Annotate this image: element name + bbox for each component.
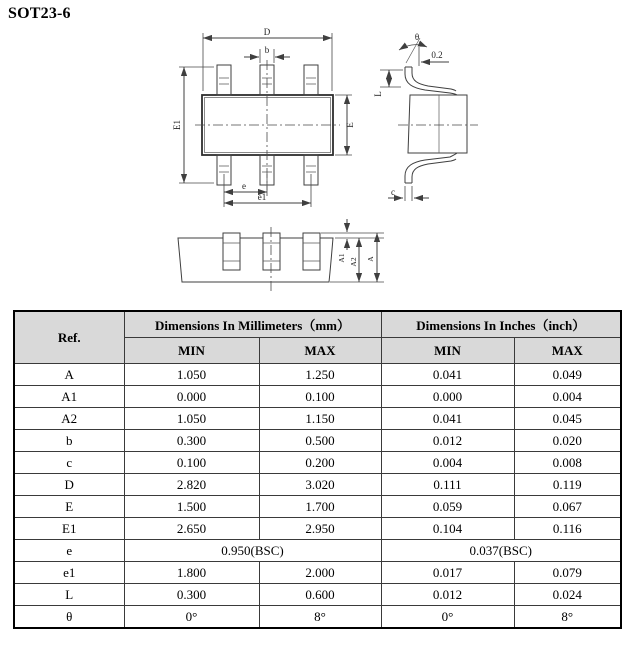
table-cell: A1 <box>14 386 124 408</box>
table-cell: 2.000 <box>259 562 381 584</box>
bottom-view-leads <box>223 233 320 270</box>
table-cell: 0.600 <box>259 584 381 606</box>
table-cell: 0.017 <box>381 562 514 584</box>
table-cell-inch-span: 0.037(BSC) <box>381 540 621 562</box>
table-cell: 0.020 <box>514 430 621 452</box>
table-cell: 0° <box>124 606 259 629</box>
table-cell: 1.700 <box>259 496 381 518</box>
table-cell: 0.008 <box>514 452 621 474</box>
table-row <box>14 386 621 408</box>
dimension-L <box>373 70 403 97</box>
table-row <box>14 518 621 540</box>
dimension-D <box>203 27 332 91</box>
bottom-pins <box>217 155 318 185</box>
dim-label-offset: 0.2 <box>431 50 443 60</box>
side-top-lead <box>405 67 457 95</box>
table-cell: 0.041 <box>381 364 514 386</box>
table-cell: A <box>14 364 124 386</box>
table-cell: 2.650 <box>124 518 259 540</box>
dim-label-L: L <box>373 91 383 97</box>
table-cell: 0.041 <box>381 408 514 430</box>
dim-label-D: D <box>263 27 271 37</box>
table-cell: L <box>14 584 124 606</box>
dim-label-e: e <box>242 181 246 191</box>
table-row <box>14 474 621 496</box>
table-cell: 1.500 <box>124 496 259 518</box>
table-cell: 1.150 <box>259 408 381 430</box>
table-cell: 1.800 <box>124 562 259 584</box>
dim-label-A1: A1 <box>337 253 346 263</box>
dimension-A1 <box>321 219 384 263</box>
dim-label-A: A <box>366 256 375 262</box>
header-max-inch: MAX <box>514 338 621 364</box>
table-cell: 0.300 <box>124 430 259 452</box>
dim-label-E1: E1 <box>172 120 182 130</box>
table-cell: 0.024 <box>514 584 621 606</box>
table-cell: 0.000 <box>124 386 259 408</box>
table-cell: 1.250 <box>259 364 381 386</box>
table-cell: 0.300 <box>124 584 259 606</box>
table-row <box>14 408 621 430</box>
table-cell: 0.104 <box>381 518 514 540</box>
table-cell: 1.050 <box>124 408 259 430</box>
dim-label-A2: A2 <box>349 257 358 267</box>
table-cell: 0.119 <box>514 474 621 496</box>
bottom-view <box>178 219 384 292</box>
table-cell: 8° <box>514 606 621 629</box>
table-cell: 0.100 <box>259 386 381 408</box>
table-cell: 2.950 <box>259 518 381 540</box>
dimension-E <box>335 95 355 155</box>
dim-label-b: b <box>264 45 270 55</box>
dimension-table <box>13 310 622 629</box>
dimension-offset <box>419 47 449 66</box>
dimension-E1 <box>172 67 214 183</box>
table-cell: 0.111 <box>381 474 514 496</box>
table-row <box>14 430 621 452</box>
table-cell: A2 <box>14 408 124 430</box>
dim-label-E: E <box>345 122 355 128</box>
table-row <box>14 562 621 584</box>
table-cell: e1 <box>14 562 124 584</box>
table-row-theta <box>14 606 621 629</box>
header-max-mm: MAX <box>259 338 381 364</box>
table-cell: 0.004 <box>514 386 621 408</box>
table-cell: 0.500 <box>259 430 381 452</box>
table-cell: 8° <box>259 606 381 629</box>
side-bottom-lead <box>405 153 457 183</box>
header-mm-group: Dimensions In Millimeters（mm） <box>124 311 381 338</box>
table-cell: 0.004 <box>381 452 514 474</box>
dim-label-c: c <box>391 187 395 197</box>
side-body-outline <box>408 95 467 153</box>
table-cell: 0.200 <box>259 452 381 474</box>
table-cell: 0.059 <box>381 496 514 518</box>
header-inch-group: Dimensions In Inches（inch） <box>381 311 621 338</box>
table-cell: 3.020 <box>259 474 381 496</box>
dimension-theta <box>399 32 427 63</box>
table-row <box>14 496 621 518</box>
page-title: SOT23-6 <box>8 5 71 22</box>
table-header-row-groups <box>14 311 621 338</box>
table-cell: e <box>14 540 124 562</box>
dimension-e1 <box>224 174 311 207</box>
table-cell: 0.100 <box>124 452 259 474</box>
dim-label-theta: θ <box>414 32 420 42</box>
table-cell: 1.050 <box>124 364 259 386</box>
top-pins <box>217 65 318 95</box>
dim-label-e1: e1 <box>257 192 267 202</box>
package-outline-drawing <box>0 0 628 308</box>
table-cell: D <box>14 474 124 496</box>
header-min-inch: MIN <box>381 338 514 364</box>
table-cell: 2.820 <box>124 474 259 496</box>
table-cell: 0° <box>381 606 514 629</box>
table-row <box>14 452 621 474</box>
top-view <box>172 27 355 207</box>
table-row-e-bsc <box>14 540 621 562</box>
dimension-c <box>388 186 429 201</box>
header-min-mm: MIN <box>124 338 259 364</box>
table-cell: 0.045 <box>514 408 621 430</box>
table-cell: θ <box>14 606 124 629</box>
table-cell: 0.012 <box>381 430 514 452</box>
dimension-A <box>366 233 377 282</box>
table-cell-mm-span: 0.950(BSC) <box>124 540 381 562</box>
table-cell: E <box>14 496 124 518</box>
table-cell: 0.000 <box>381 386 514 408</box>
table-cell: E1 <box>14 518 124 540</box>
table-cell: 0.012 <box>381 584 514 606</box>
table-cell: c <box>14 452 124 474</box>
side-view <box>373 32 478 201</box>
table-cell: b <box>14 430 124 452</box>
table-cell: 0.116 <box>514 518 621 540</box>
table-cell: 0.079 <box>514 562 621 584</box>
table-cell: 0.067 <box>514 496 621 518</box>
table-row <box>14 584 621 606</box>
table-cell: 0.049 <box>514 364 621 386</box>
table-row <box>14 364 621 386</box>
header-ref: Ref. <box>14 311 124 364</box>
